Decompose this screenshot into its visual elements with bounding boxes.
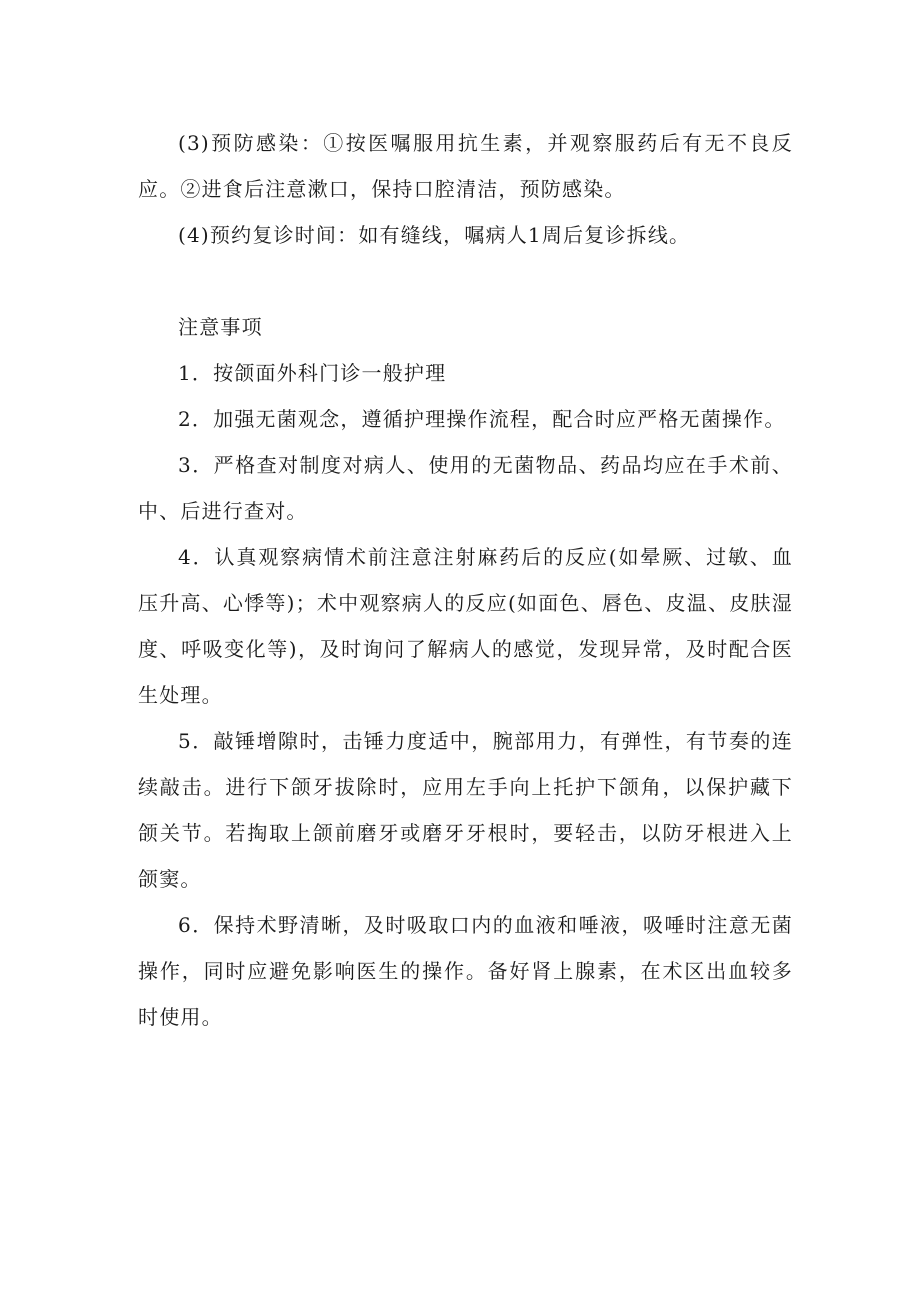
list-item-1: 1．按颌面外科门诊一般护理 (178, 361, 447, 385)
section-spacer (138, 258, 793, 304)
list-item-2: 2．加强无菌观念，遵循护理操作流程，配合时应严格无菌操作。 (178, 407, 786, 431)
section-title: 注意事项 (178, 315, 263, 339)
paragraph-prevent-infection: (3)预防感染：①按医嘱服用抗生素，并观察服药后有无不良反应。②进食后注意漱口，保持口腔清洁，预防感染。 (138, 131, 793, 201)
list-item-4: 4．认真观察病情术前注意注射麻药后的反应(如晕厥、过敏、血压升高、心悸等)；术中观察病人的反应(如面色、唇色、皮温、皮肤湿度、呼吸变化等)，及时询问了解病人的感觉，发现异常，及时配合医生处理。 (138, 545, 793, 707)
list-item-6: 6．保持术野清晰，及时吸取口内的血液和唾液，吸唾时注意无菌操作，同时应避免影响医生的操作。备好肾上腺素，在术区出血较多时使用。 (138, 913, 793, 1029)
paragraph-follow-up: (4)预约复诊时间：如有缝线，嘱病人1周后复诊拆线。 (178, 223, 691, 247)
list-item-5: 5．敲锤增隙时，击锤力度适中，腕部用力，有弹性，有节奏的连续敲击。进行下颌牙拔除时，应用左手向上托护下颌角，以保护藏下颌关节。若掏取上颌前磨牙或磨牙牙根时，要轻击，以防牙根进入上颌窦。 (138, 729, 793, 891)
document-body (138, 120, 793, 1040)
list-item-3: 3．严格查对制度对病人、使用的无菌物品、药品均应在手术前、中、后进行查对。 (138, 453, 793, 523)
